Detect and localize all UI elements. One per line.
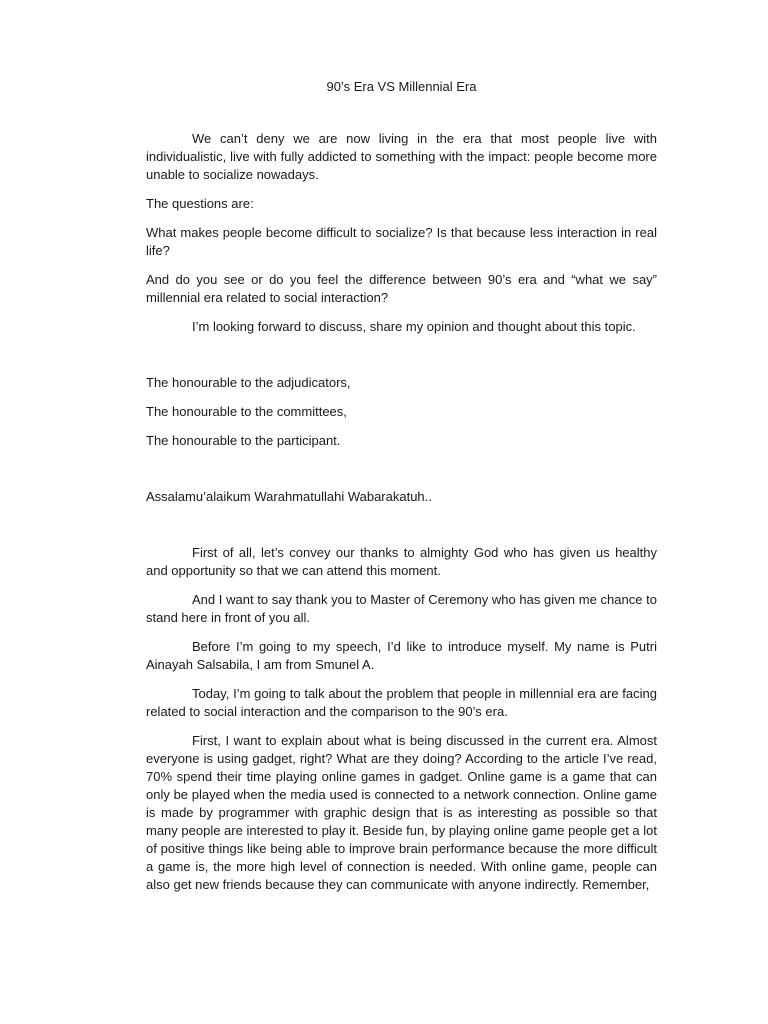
spacer (146, 517, 657, 544)
salutation: Assalamu’alaikum Warahmatullahi Wabarakatuh.. (146, 489, 432, 504)
body-paragraph: First, I want to explain about what is being discussed in the current era. Almost everyone is using gadget, right? What are they doing? According to the article I’ve read, 70% spend their time playing online games in gadget. Online game is a game that can only be played when the media used is connected to a network connection. Online game is made by programmer with graphic design that is as interesting as possible so that many people are interested to play it. Beside fun, by playing online game people get a lot of positive things like being able to improve brain performance because the more difficult a game is, the more high level of connection is needed. With online game, people can also get new friends because they can communicate with anyone indirectly. Remember, (146, 733, 657, 892)
greeting-line: The honourable to the committees, (146, 404, 347, 419)
document-page (146, 78, 657, 905)
intro-paragraph: What makes people become difficult to socialize? Is that because less interaction in real life? (146, 225, 657, 258)
body-paragraph: Today, I’m going to talk about the problem that people in millennial era are facing related to social interaction and the comparison to the 90’s era. (146, 686, 657, 719)
spacer (146, 347, 657, 374)
body-paragraph: First of all, let’s convey our thanks to almighty God who has given us healthy and opportunity so that we can attend this moment. (146, 545, 657, 578)
body-paragraph: And I want to say thank you to Master of Ceremony who has given me chance to stand here in front of you all. (146, 592, 657, 625)
spacer (146, 461, 657, 488)
document-title: 90’s Era VS Millennial Era (326, 79, 477, 94)
body-paragraph: Before I’m going to my speech, I’d like to introduce myself. My name is Putri Ainayah Salsabila, I am from Smunel A. (146, 639, 657, 672)
intro-paragraph: The questions are: (146, 196, 254, 211)
greeting-line: The honourable to the participant. (146, 433, 341, 448)
intro-paragraph: And do you see or do you feel the difference between 90’s era and “what we say” millennial era related to social interaction? (146, 272, 657, 305)
intro-paragraph: I’m looking forward to discuss, share my opinion and thought about this topic. (192, 319, 636, 334)
greeting-line: The honourable to the adjudicators, (146, 375, 351, 390)
intro-paragraph: We can’t deny we are now living in the era that most people live with individualistic, live with fully addicted to something with the impact: people become more unable to socialize nowadays. (146, 131, 657, 182)
